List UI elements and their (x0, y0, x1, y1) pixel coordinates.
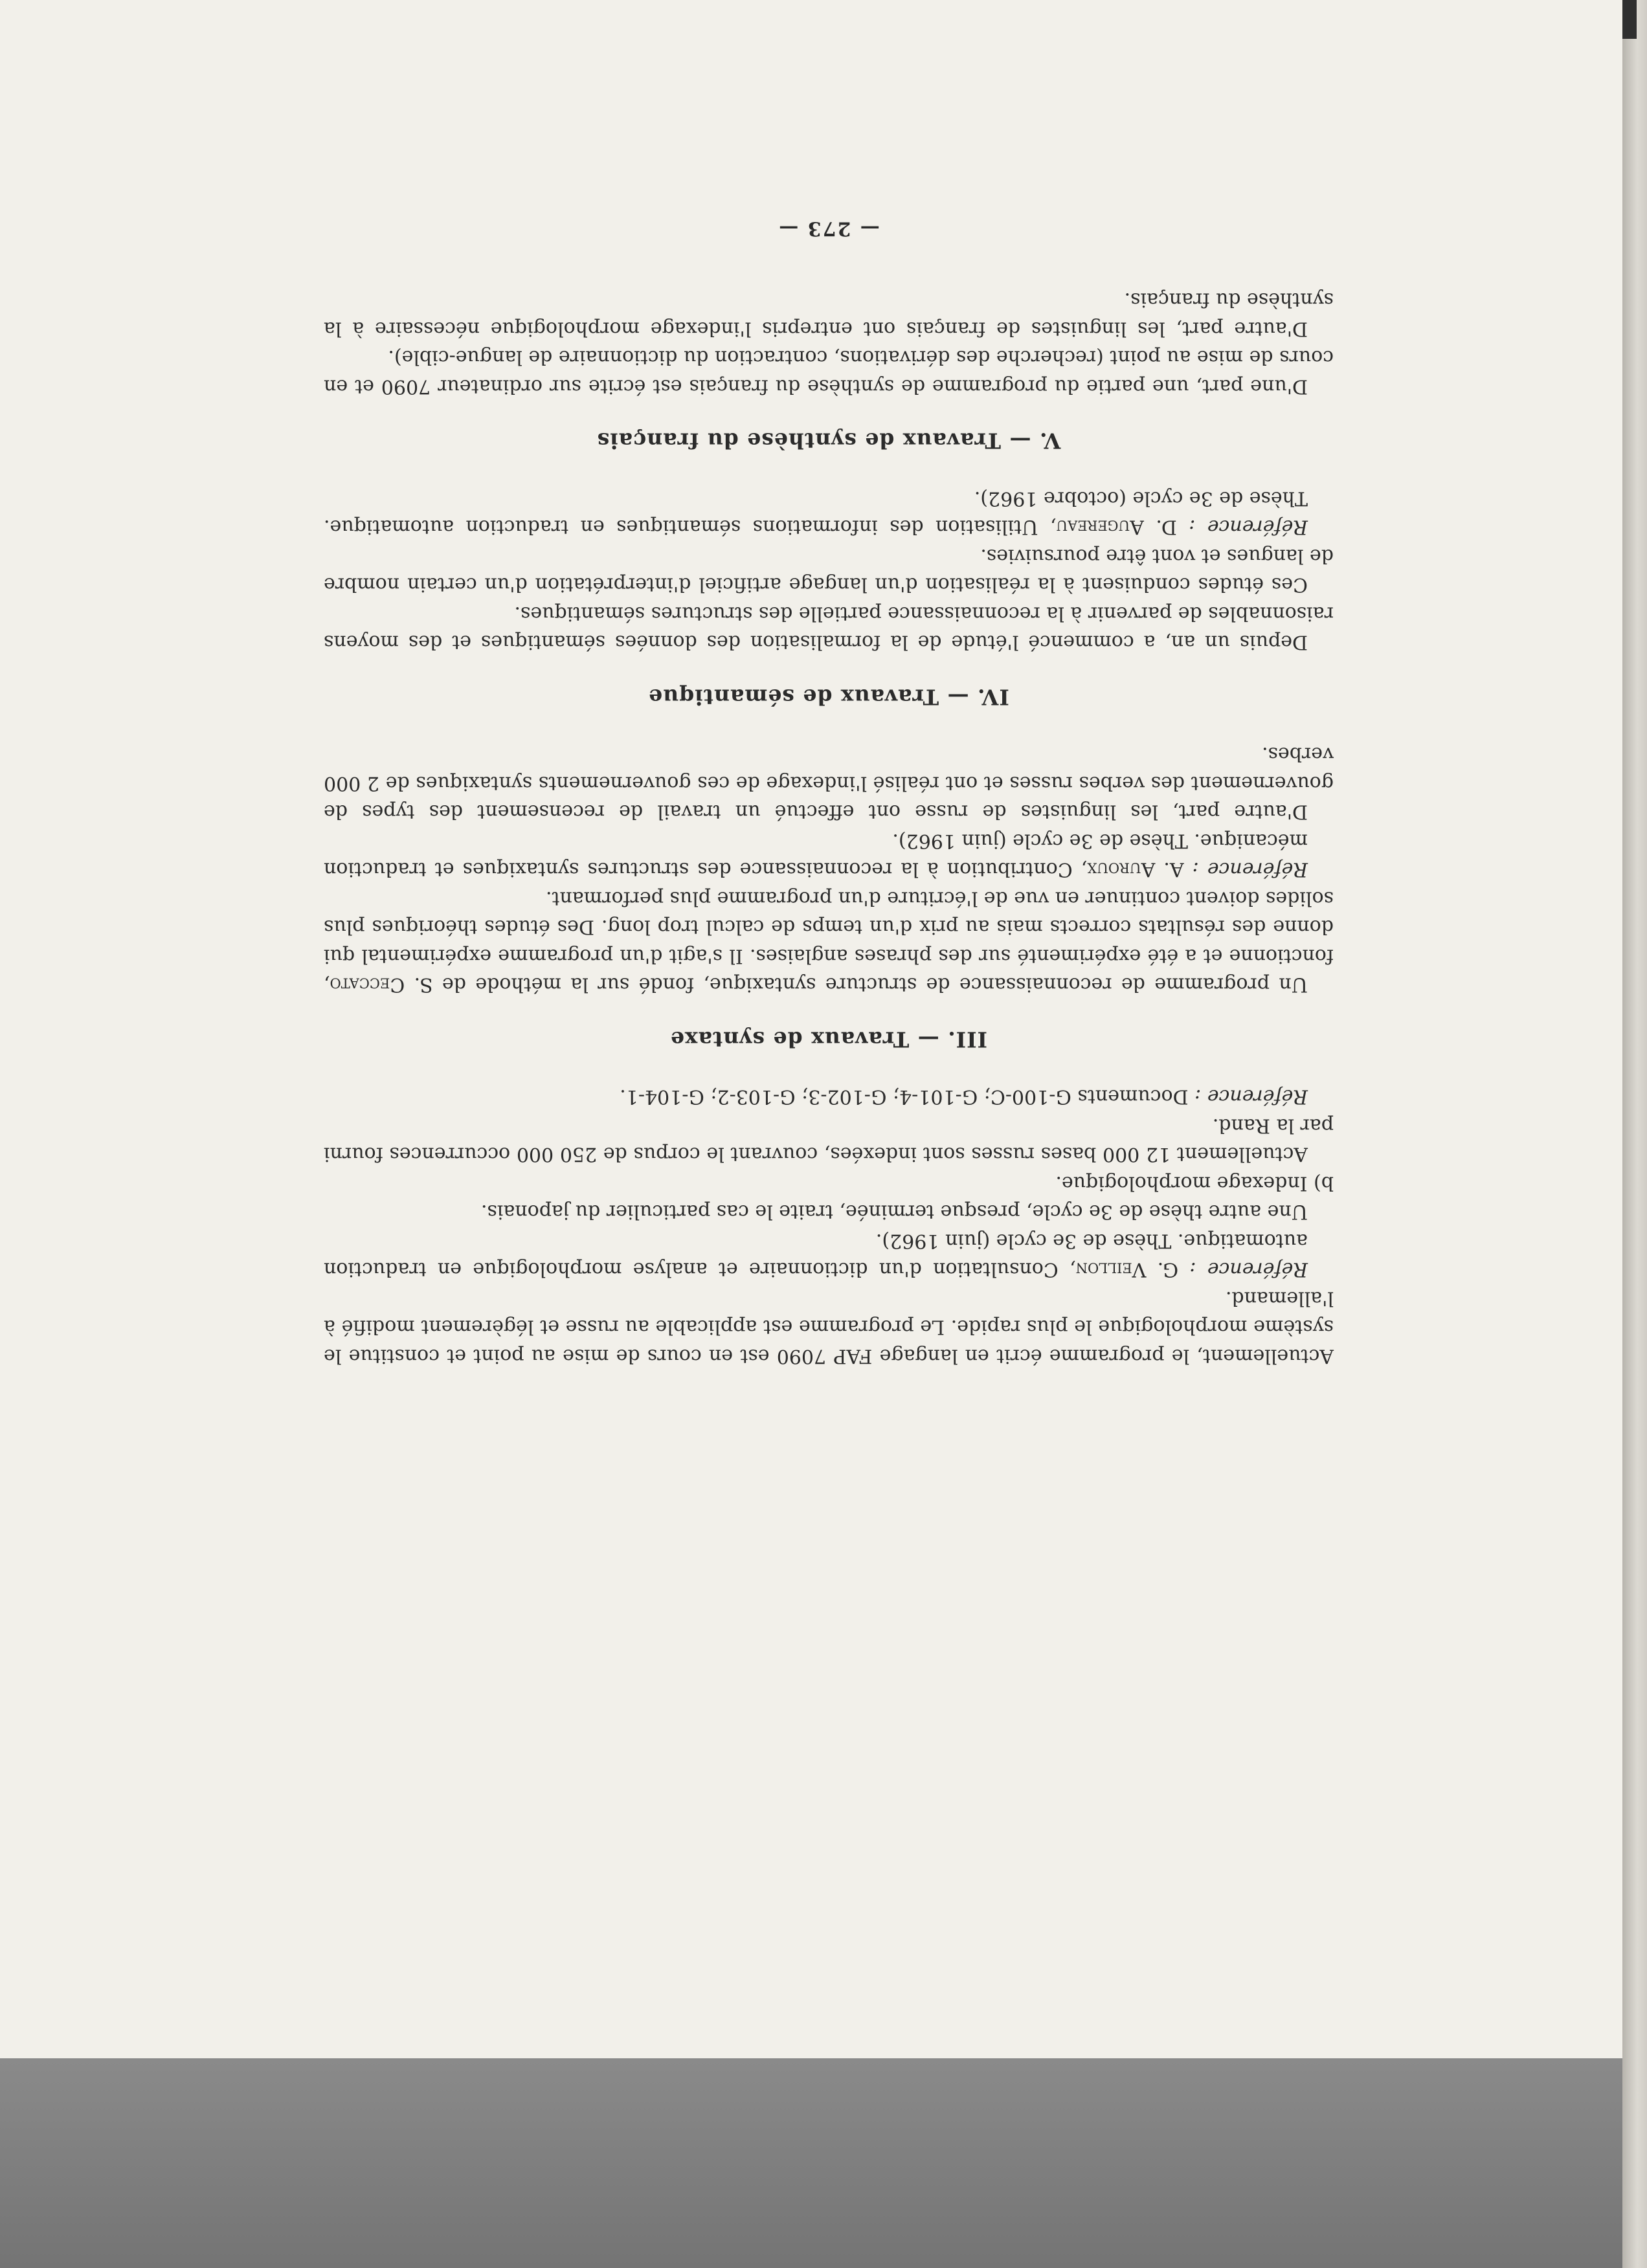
section-heading-semantique: IV. — Travaux de sémantique (648, 684, 1009, 710)
page-number: — 273 — (778, 217, 880, 240)
item-b-heading: b) Indexage morphologique. (1055, 1172, 1334, 1195)
reference-text: , Consultation d'un dictionnaire et analyse morphologique en traduction automatique. Thèse de 3e cycle (juin 1962). (324, 1229, 1308, 1281)
section-heading-synthese: V. — Travaux de synthèse du français (596, 428, 1061, 454)
reference-author: D. Augereau (1056, 516, 1177, 539)
para-french-indexing: D'autre part, les linguistes de français ont entrepris l'indexage morphologique nécessaire à la synthèse du français. (324, 289, 1334, 340)
para-text: , fonctionne et a été expérimenté sur des phrases anglaises. Il s'agit d'un programme expérimental qui donne des résultats corrects mais au prix d'un temps de calcul trop long. Des études théoriques plus solides doivent continuer en vue de l'écriture d'un programme plus performant. (323, 887, 1334, 996)
para-semantic-formalisation: Depuis un an, a commencé l'étude de la formalisation des données sémantiques et des moyens raisonnables de parvenir à la reconnaissance partielle des structures sémantiques. (324, 602, 1334, 654)
page-edge (1622, 0, 1647, 2268)
para-artificial-language: Ces études conduisent à la réalisation d'un langage artificiel d'interprétation d'un certain nombre de langues et vont être poursuivies. (324, 544, 1334, 596)
para-fap-program: Actuellement, le programme écrit en langage FAP 7090 est en cours de mise au point et constitue le système morphologique le plus rapide. Le programme est applicable au russe et légèrement modifié à l'allemand. (324, 1287, 1334, 1368)
para-synthesis-program: D'une part, une partie du programme de synthèse du français est écrite sur ordinateur 7090 et en cours de mise au point (recherche des dérivations, contraction du dictionnaire de langue-cible). (324, 346, 1334, 398)
para-syntax-program (324, 884, 1334, 999)
reference-label: Référence : (1189, 1258, 1308, 1281)
reference-veillon (324, 1226, 1334, 1284)
reference-author: A. Auroux (1087, 858, 1184, 881)
reference-text: , Utilisation des informations sémantiques en traduction automatique. Thèse de 3e cycle (octobre 1962). (324, 487, 1308, 539)
scanner-background (0, 2058, 1647, 2268)
reference-label: Référence : (1194, 1085, 1308, 1108)
para-author: S. Ceccato (330, 973, 433, 996)
reference-augereau (324, 484, 1334, 541)
rotated-text-block (324, 214, 1334, 1370)
section-heading-syntaxe: III. — Travaux de syntaxe (670, 1027, 988, 1052)
para-japanese-thesis: Une autre thèse de 3e cycle, presque terminée, traite le cas particulier du japonais. (480, 1201, 1308, 1223)
reference-documents (324, 1082, 1334, 1111)
para-text: Un programme de reconnaissance de structure syntaxique, fondé sur la méthode de (432, 973, 1308, 996)
reference-text: Documents G-100-C; G-101-4; G-102-3; G-103-2; G-104-1. (620, 1085, 1189, 1108)
reference-author: G. Veillon (1075, 1258, 1179, 1281)
reference-label: Référence : (1192, 858, 1308, 881)
para-russian-bases: Actuellement 12 000 bases russes sont indexées, couvrant le corpus de 250 000 occurrences fourni par la Rand. (324, 1114, 1334, 1166)
reference-text: , Contribution à la reconnaissance des structures syntaxiques et traduction mécanique. Thèse de 3e cycle (juin 1962). (324, 829, 1308, 881)
reference-auroux (324, 826, 1334, 884)
reference-label: Référence : (1189, 516, 1308, 539)
para-verb-government: D'autre part, les linguistes de russe ont effectué un travail de recensement des types de gouvernement des verbes russes et ont réalisé l'indexage de ces gouvernements syntaxiques de 2 000 verbes. (324, 743, 1334, 823)
page-corner-shadow (1622, 0, 1637, 39)
